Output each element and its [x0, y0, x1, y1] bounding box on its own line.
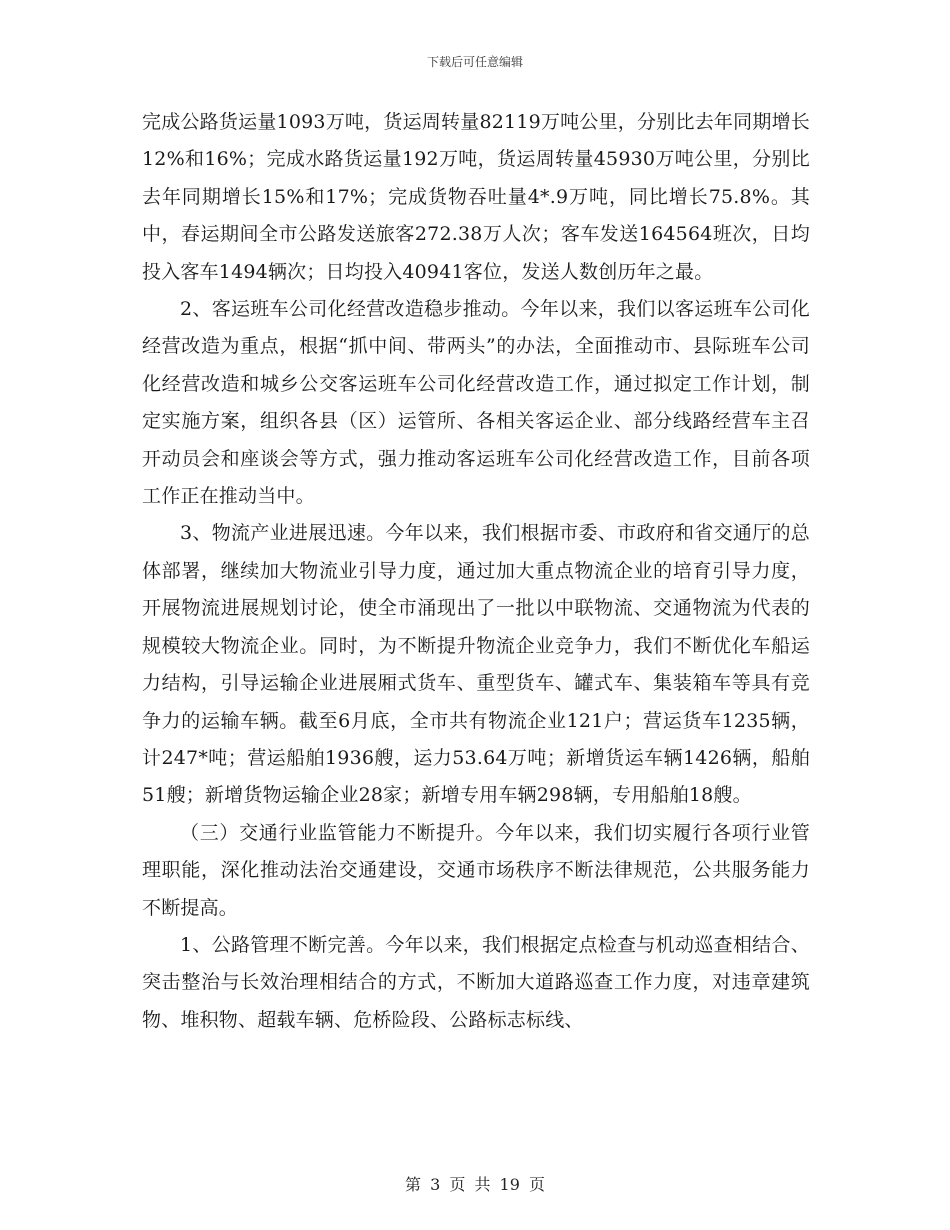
page-header: 下载后可任意编辑 [426, 55, 523, 69]
paragraph-regulatory-capacity: （三）交通行业监管能力不断提升。今年以来，我们切实履行各项行业管理职能，深化推动法治交通建设，交通市场秩序不断法律规范，公共服务能力不断提高。 [142, 821, 810, 919]
paragraph-transport-stats: 完成公路货运量1093万吨，货运周转量82119万吨公里，分别比去年同期增长12%和16%；完成水路货运量192万吨，货运周转量45930万吨公里，分别比去年同期增长15%和17%；完成货物吞吐量4*.9万吨，同比增长75.8%。其中，春运期间全市公路发送旅客272.38万人次；客车发送164564班次，日均投入客车1494辆次；日均投入40941客位，发送人数创历年之最。 [142, 111, 810, 283]
paragraph-passenger-bus-reform: 2、客运班车公司化经营改造稳步推动。今年以来，我们以客运班车公司化经营改造为重点，根据“抓中间、带两头”的办法，全面推动市、县际班车公司化经营改造和城乡公交客运班车公司化经营改造工作，通过拟定工作计划，制定实施方案，组织各县（区）运管所、各相关客运企业、部分线路经营车主召开动员会和座谈会等方式，强力推动客运班车公司化经营改造工作，目前各项工作正在推动当中。 [142, 298, 810, 508]
document-body [142, 104, 810, 1039]
paragraph-highway-management: 1、公路管理不断完善。今年以来，我们根据定点检查与机动巡查相结合、突击整治与长效治理相结合的方式，不断加大道路巡查工作力度，对违章建筑物、堆积物、超载车辆、危桥险段、公路标志标线、 [142, 933, 810, 1031]
page-footer: 第 3 页 共 19 页 [405, 1175, 545, 1194]
paragraph-logistics-industry: 3、物流产业进展迅速。今年以来，我们根据市委、市政府和省交通厅的总体部署，继续加大物流业引导力度，通过加大重点物流企业的培育引导力度，开展物流进展规划讨论，使全市涌现出了一批以中联物流、交通物流为代表的规模较大物流企业。同时，为不断提升物流企业竞争力，我们不断优化车船运力结构，引导运输企业进展厢式货车、重型货车、罐式车、集装箱车等具有竞争力的运输车辆。截至6月底，全市共有物流企业121户；营运货车1235辆，计247*吨；营运船舶1936艘，运力53.64万吨；新增货运车辆1426辆，船舶51艘；新增货物运输企业28家；新增专用车辆298辆，专用船舶18艘。 [142, 522, 810, 807]
